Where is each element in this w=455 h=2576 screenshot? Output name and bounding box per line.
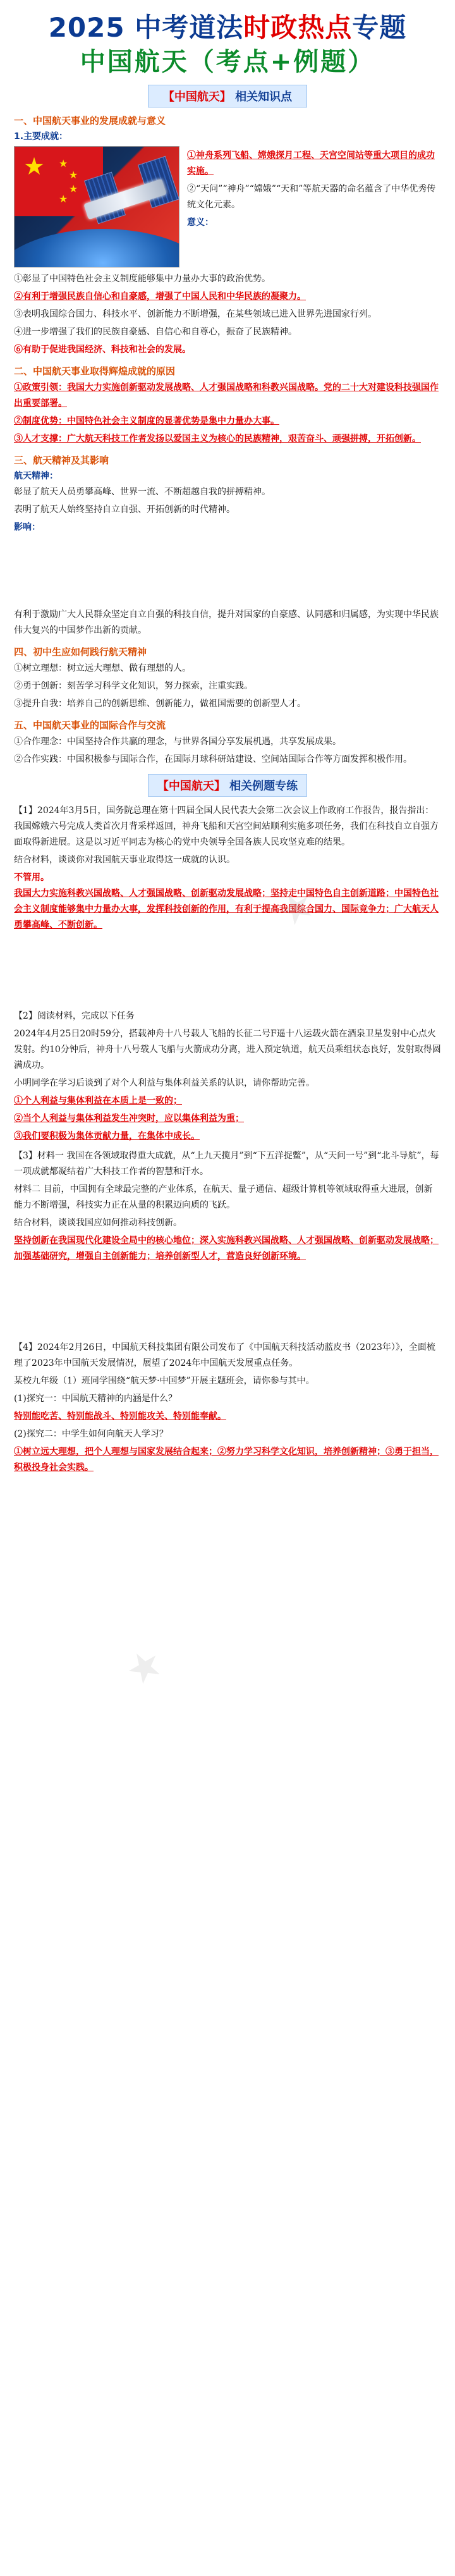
q2-title: 【2】阅读材料，完成以下任务 xyxy=(14,1011,135,1021)
s1-p1: ①神舟系列飞船、嫦娥探月工程、天宫空间站等重大项目的成功实施。 xyxy=(187,150,435,176)
spacer xyxy=(14,1267,441,1336)
title-topic: 专题 xyxy=(352,12,407,43)
q2-question: 小明同学在学习后谈到了对个人利益与集体利益关系的认识，请你帮助完善。 xyxy=(14,1078,315,1088)
q1-question: 结合材料，谈谈你对我国航天事业取得这一成就的认识。 xyxy=(14,855,235,865)
star-icon: ★ xyxy=(23,152,46,180)
q2-answer-1: ①个人利益与集体利益在本质上是一致的； xyxy=(14,1096,182,1106)
s1-p4: ②有利于增强民族自信心和自豪感，增强了中国人民和中华民族的凝聚力。 xyxy=(14,291,306,302)
title-hot: 时政热点 xyxy=(243,12,353,43)
s3-p2: 表明了航天人始终坚持自立自强、开拓创新的时代精神。 xyxy=(14,505,235,515)
q2-answer-3: ③我们要积极为集体贡献力量，在集体中成长。 xyxy=(14,1131,200,1141)
q3-answer: 坚持创新在我国现代化建设全局中的核心地位；深入实施科教兴国战略、人才强国战略、创新驱动发展战略；加强基础研究，增强自主创新能力；培养创新型人才，营造良好创新环境。 xyxy=(14,1236,439,1261)
knowledge-header-left: 【中国航天】 xyxy=(162,90,231,104)
q4-title: 【4】2024年2月26日，中国航天科技集团有限公司发布了《中国航天科技活动蓝皮书（2023年）》，全面梳理了2023年中国航天发展情况，展望了2024年中国航天发展重点任务。 xyxy=(14,1342,435,1368)
s2-p1: ①政策引领：我国大力实施创新驱动发展战略、人才强国战略和科教兴国战略。党的二十大对建设科技强国作出重要部署。 xyxy=(14,383,439,408)
example-3 xyxy=(14,1148,441,1265)
examples-header xyxy=(148,774,307,797)
q4-text: 某校九年级（1）班同学围绕“航天梦·中国梦”开展主题班会，请你参与其中。 xyxy=(14,1376,315,1386)
hero-text xyxy=(187,146,441,267)
space-station-image xyxy=(14,146,179,267)
s5-p2: ②合作实践：中国积极参与国际合作，在国际月球科研站建设、空间站国际合作等方面发挥积极作用。 xyxy=(14,754,412,764)
watermark: ★ xyxy=(269,879,324,938)
q4-p1: (1)探究一：中国航天精神的内涵是什么？ xyxy=(14,1394,177,1404)
spacer xyxy=(14,536,441,605)
s4-p1: ①树立理想：树立远大理想、做有理想的人。 xyxy=(14,663,191,673)
section-1-title: 一、中国航天事业的发展成就与意义 xyxy=(14,115,166,126)
q2-answer-2: ②当个人利益与集体利益发生冲突时，应以集体利益为重； xyxy=(14,1113,244,1124)
s2-p2: ②制度优势：中国特色社会主义制度的显著优势是集中力量办大事。 xyxy=(14,416,279,426)
knowledge-header xyxy=(148,85,307,107)
section-3-title: 三、航天精神及其影响 xyxy=(14,455,109,466)
star-icon: ★ xyxy=(69,183,78,195)
q4-p2: (2)探究二：中学生如何向航天人学习？ xyxy=(14,1429,168,1439)
section-1-meaning: 意义： xyxy=(187,218,214,228)
s4-p3: ③提升自我：培养自己的创新思维、创新能力，做祖国需要的创新型人才。 xyxy=(14,699,306,709)
q1-label: 不管用。 xyxy=(14,873,49,883)
s5-p1: ①合作理念：中国坚持合作共赢的理念，与世界各国分享发展机遇，共享发展成果。 xyxy=(14,737,341,747)
q2-text: 2024年4月25日20时59分，搭载神舟十八号载人飞船的长征二号F遥十八运载火箭在酒泉卫星发射中心点火发射。约10分钟后，神舟十八号载人飞船与火箭成功分离，进入预定轨道，航天员乘组状态良好，发射取得圆满成功。 xyxy=(14,1029,441,1070)
watermark: ★ xyxy=(117,1638,173,1697)
section-3-impact: 影响： xyxy=(14,522,40,532)
section-5-title: 五、中国航天事业的国际合作与交流 xyxy=(14,720,166,731)
s1-p3: ①彰显了中国特色社会主义制度能够集中力量办大事的政治优势。 xyxy=(14,274,270,284)
earth-graphic xyxy=(14,229,179,267)
s2-p3: ③人才支撑：广大航天科技工作者发扬以爱国主义为核心的民族精神，艰苦奋斗、顽强拼搏，开拓创新。 xyxy=(14,434,421,444)
knowledge-header-right: 相关知识点 xyxy=(235,90,293,104)
q4-answer-2: ①树立远大理想，把个人理想与国家发展结合起来；②努力学习科学文化知识，培养创新精神；③勇于担当，积极投身社会实践。 xyxy=(14,1447,439,1473)
spacer xyxy=(14,935,441,1005)
section-4-title: 四、初中生应如何践行航天精神 xyxy=(14,646,147,658)
q4-answer-1: 特别能吃苦、特别能战斗、特别能攻关、特别能奉献。 xyxy=(14,1411,226,1421)
examples-header-right: 相关例题专练 xyxy=(229,780,298,793)
star-icon: ★ xyxy=(59,157,68,169)
star-icon: ★ xyxy=(69,169,78,181)
q3-question: 结合材料，谈谈我国应如何推动科技创新。 xyxy=(14,1218,182,1228)
section-2-title: 二、中国航天事业取得辉煌成就的原因 xyxy=(14,365,176,377)
s1-p7: ⑥有助于促进我国经济、科技和社会的发展。 xyxy=(14,345,191,355)
s3-p3: 有利于激励广大人民群众坚定自立自强的科技自信，提升对国家的自豪感、认同感和归属感，为实现中华民族伟大复兴的中国梦作出新的贡献。 xyxy=(14,610,439,635)
q3-title: 【3】材料一 我国在各领域取得重大成就，从“上九天揽月”到“下五洋捉鳖”，从“天问一号”到“北斗导航”，每一项成就都凝结着广大科技工作者的智慧和汗水。 xyxy=(14,1151,439,1177)
page-title xyxy=(14,10,441,46)
q1-text: 【1】2024年3月5日，国务院总理在第十四届全国人民代表大会第二次会议上作政府工作报告，报告指出：我国嫦娥六号完成人类首次月背采样返回，神舟飞船和天宫空间站顺利实施多项任务，我们在科技自立自强方面取得新进展。这是以习近平同志为核心的党中央领导全国各族人民攻坚克难的结果。 xyxy=(14,806,439,847)
example-4 xyxy=(14,1340,441,1476)
star-icon: ★ xyxy=(59,193,68,205)
example-2 xyxy=(14,1009,441,1144)
q1-answer: 我国大力实施科教兴国战略、人才强国战略、创新驱动发展战略；坚持走中国特色自主创新道路；中国特色社会主义制度能够集中力量办大事，发挥科技创新的作用，有利于提高我国综合国力、国际竞争力；广大航天人勇攀高峰、不断创新。 xyxy=(14,888,439,930)
section-1-hero xyxy=(14,146,441,267)
s1-p6: ④进一步增强了我们的民族自豪感、自信心和自尊心，振奋了民族精神。 xyxy=(14,327,297,337)
section-3-subtitle: 航天精神： xyxy=(14,471,58,481)
q3-text: 材料二 目前，中国拥有全球最完整的产业体系，在航天、量子通信、超级计算机等领域取得重大进展，创新能力不断增强，科技实力正在从量的积累迈向质的飞跃。 xyxy=(14,1184,433,1210)
examples-header-left: 【中国航天】 xyxy=(157,780,226,793)
title-year: 2025 xyxy=(48,12,125,43)
s1-p5: ③表明我国综合国力、科技水平、创新能力不断增强，在某些领域已进入世界先进国家行列。 xyxy=(14,309,377,319)
s3-p1: 彰显了航天人员勇攀高峰、世界一流、不断超越自我的拼搏精神。 xyxy=(14,487,270,497)
s4-p2: ②勇于创新：刻苦学习科学文化知识，努力探索，注重实践。 xyxy=(14,681,253,691)
title-exam: 中考道法 xyxy=(135,12,244,43)
section-1-subtitle: 1.主要成就： xyxy=(14,132,68,142)
example-1 xyxy=(14,803,441,933)
s1-p2: ②“天问”“神舟”“嫦娥”“天和”等航天器的命名蕴含了中华优秀传统文化元素。 xyxy=(187,184,436,210)
page-subtitle: 中国航天（考点+例题） xyxy=(80,47,375,77)
